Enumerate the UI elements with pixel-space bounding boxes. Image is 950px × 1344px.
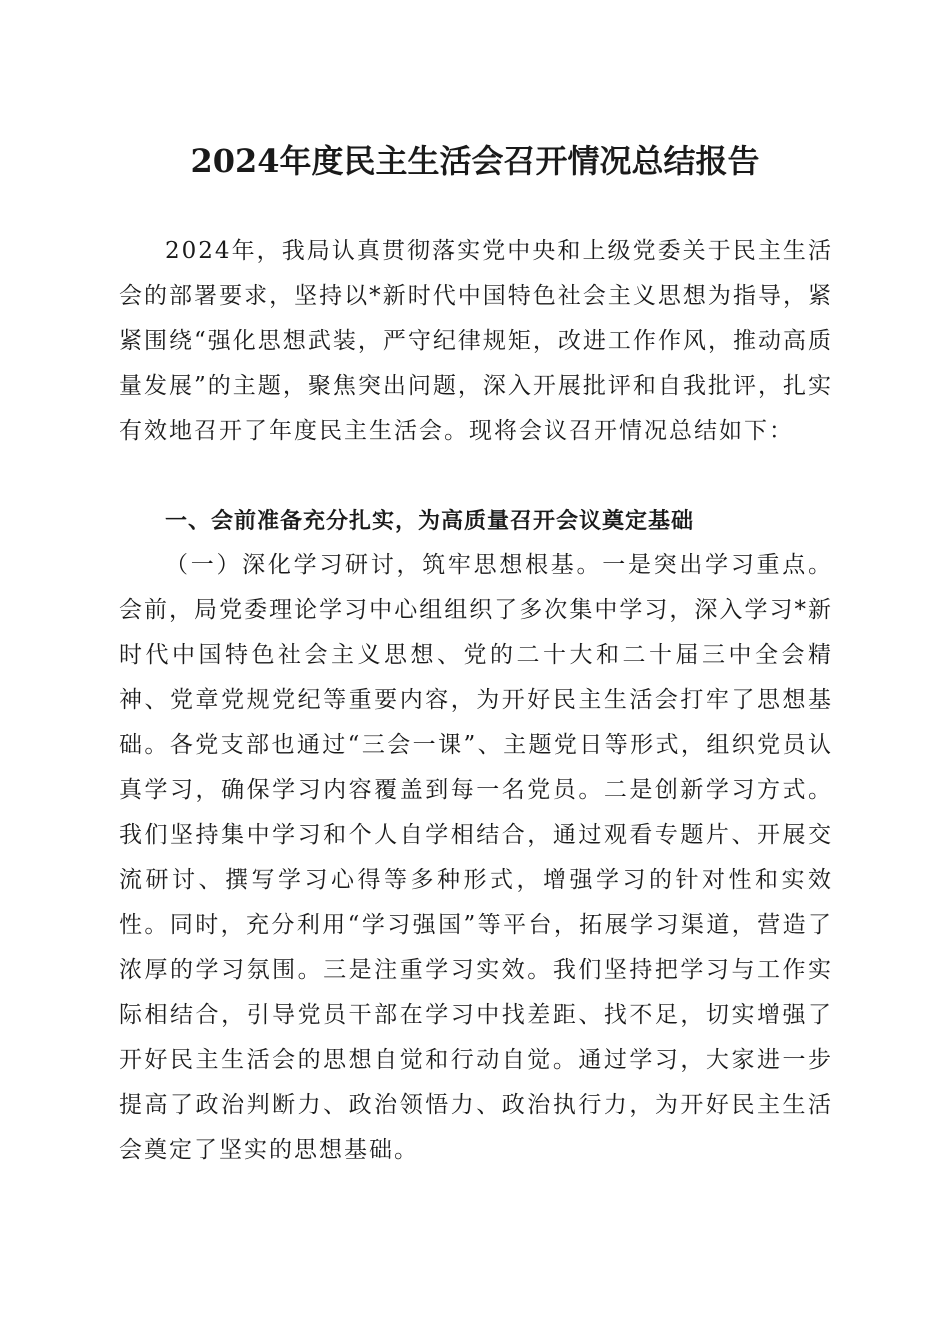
section-1-body bbox=[119, 543, 833, 1173]
intro-paragraph: 2024年，我局认真贯彻落实党中央和上级党委关于民主生活会的部署要求，坚持以*新时代中国特色社会主义思想为指导，紧紧围绕“强化思想武装，严守纪律规矩，改进工作作风，推动高质量发展”的主题，聚焦突出问题，深入开展批评和自我批评，扎实有效地召开了年度民主生活会。现将会议召开情况总结如下： bbox=[119, 238, 833, 444]
section-1-heading: 一、会前准备充分扎实，为高质量召开会议奠定基础 bbox=[165, 509, 695, 534]
document-title: 2024年度民主生活会召开情况总结报告 bbox=[190, 142, 760, 180]
intro-paragraph-block bbox=[119, 229, 833, 454]
section-1-paragraph-1: （一）深化学习研讨，筑牢思想根基。一是突出学习重点。会前，局党委理论学习中心组组织了多次集中学习，深入学习*新时代中国特色社会主义思想、党的二十大和二十届三中全会精神、党章党规党纪等重要内容，为开好民主生活会打牢了思想基础。各党支部也通过“三会一课”、主题党日等形式，组织党员认真学习，确保学习内容覆盖到每一名党员。二是创新学习方式。我们坚持集中学习和个人自学相结合，通过观看专题片、开展交流研讨、撰写学习心得等多种形式，增强学习的针对性和实效性。同时，充分利用“学习强国”等平台，拓展学习渠道，营造了浓厚的学习氛围。三是注重学习实效。我们坚持把学习与工作实际相结合，引导党员干部在学习中找差距、找不足，切实增强了开好民主生活会的思想自觉和行动自觉。通过学习，大家进一步提高了政治判断力、政治领悟力、政治执行力，为开好民主生活会奠定了坚实的思想基础。 bbox=[119, 552, 833, 1163]
